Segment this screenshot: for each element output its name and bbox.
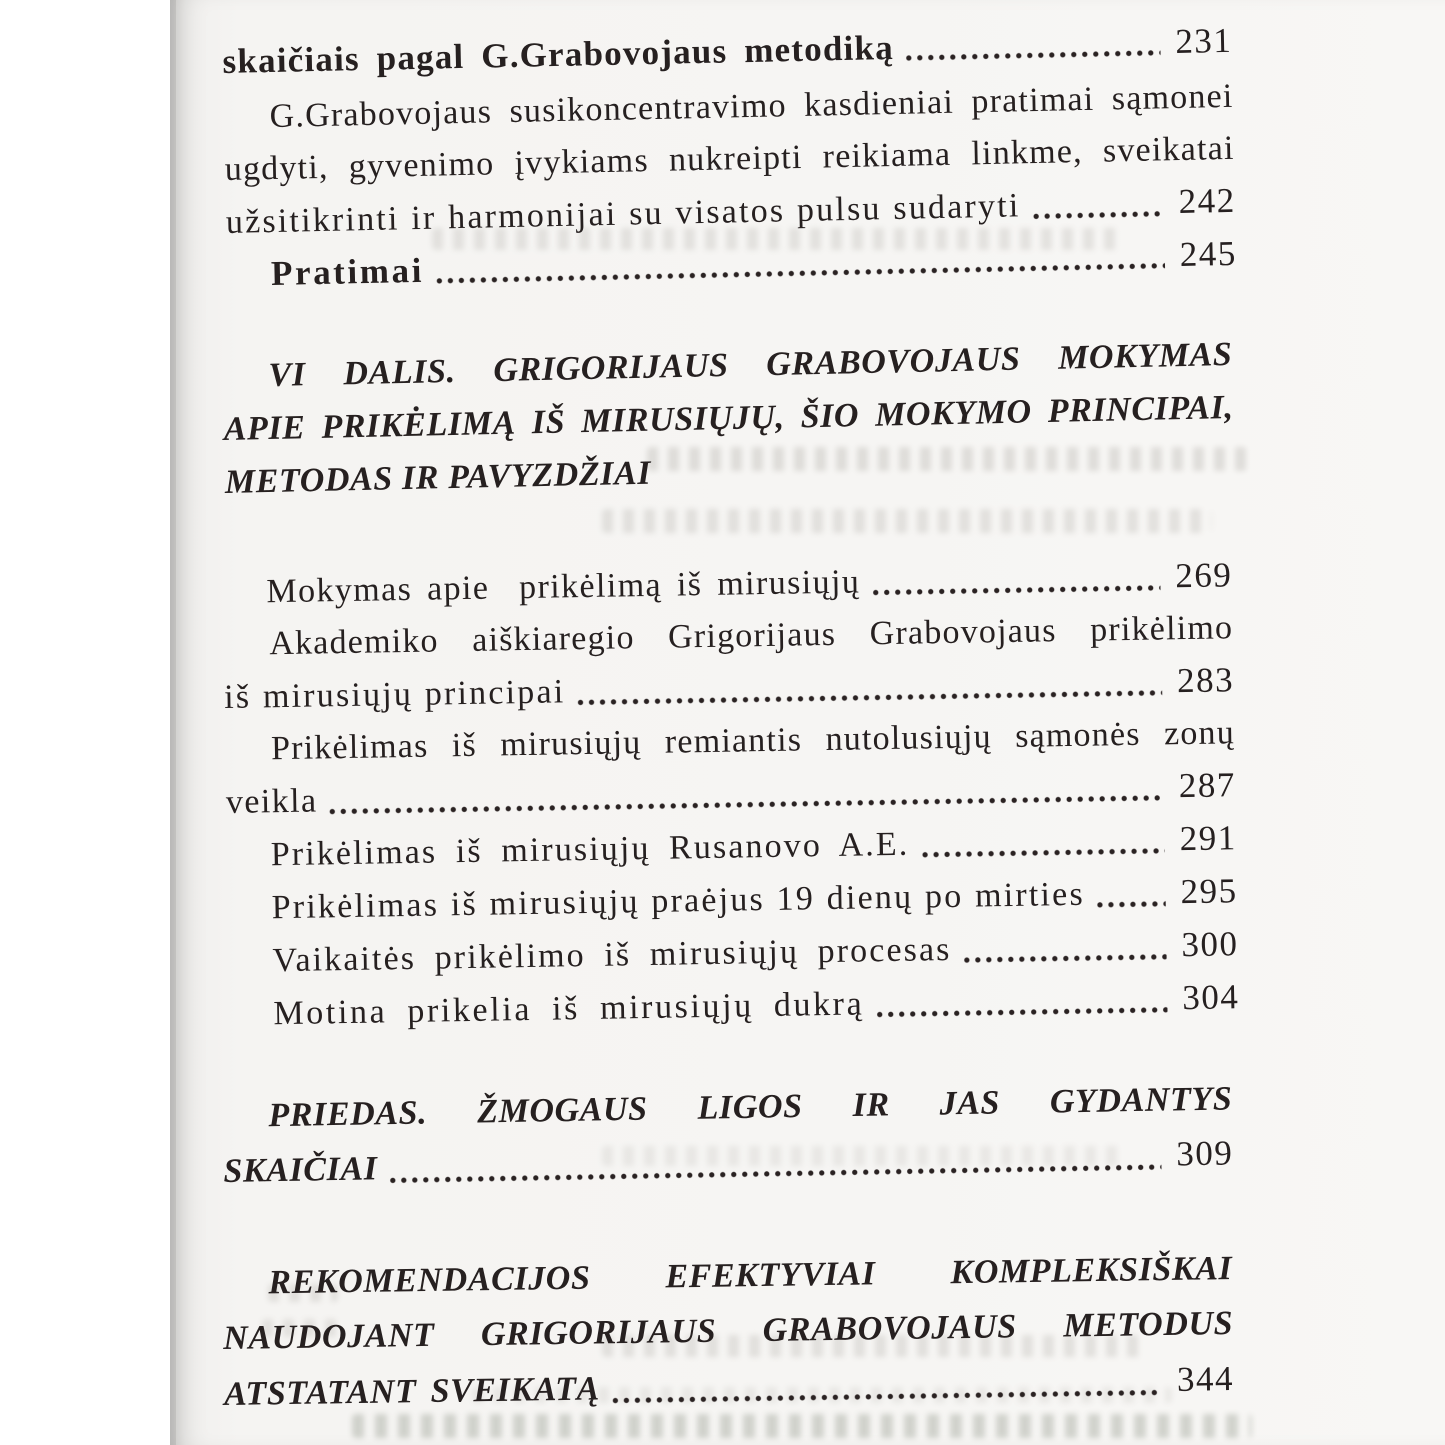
entry-page-number: 304: [1181, 977, 1240, 1018]
entry-page-number: 283: [1176, 660, 1235, 701]
entry-page-number: 231: [1174, 20, 1233, 62]
entry-label: Prikėlimas iš mirusiųjų praėjus 19 dienų po mirties: [271, 875, 1086, 927]
entry-line: Prikėlimas iš mirusiųjų remiantis nutolusiųjų sąmonės zonų: [270, 714, 1236, 768]
dot-leader: [1033, 210, 1164, 220]
entry-label: Prikėlimas iš mirusiųjų Rusanovo A.E.: [270, 825, 910, 874]
dot-leader: [436, 262, 1165, 284]
heading-line: VI DALIS. GRIGORIJAUS GRABOVOJAUS MOKYMAS: [268, 335, 1233, 394]
entry-label: užsitikrinti ir harmonijai su visatos pulsu sudaryti: [225, 187, 1021, 241]
entry-label: iš mirusiųjų principai: [223, 673, 566, 716]
toc-entries-block: [222, 549, 1240, 1041]
toc-top-block: [222, 15, 1237, 301]
entry-page-number: 295: [1180, 871, 1238, 912]
dot-leader: [876, 1006, 1167, 1018]
rekomendacijos-heading: [222, 1241, 1234, 1422]
dot-leader: [964, 953, 1167, 963]
priedas-heading: [222, 1072, 1234, 1199]
dot-leader: [906, 49, 1161, 61]
entry-page-number: 287: [1178, 765, 1237, 806]
entry-line: Akademiko aiškiaregio Grigorijaus Grabovojaus prikėlimo: [268, 609, 1234, 663]
entry-label: Pratimai: [270, 250, 425, 294]
entry-page-number: 245: [1179, 233, 1238, 274]
bleed-through-smudge: [602, 509, 1212, 533]
dot-leader: [612, 1389, 1162, 1404]
entry-label: ATSTATANT SVEIKATĄ: [223, 1370, 601, 1413]
heading-line: APIE PRIKĖLIMĄ IŠ MIRUSIŲJŲ, ŠIO MOKYMO PRINCIPAI,: [223, 388, 1234, 448]
entry-page-number: 242: [1178, 180, 1237, 221]
entry-page-number: 291: [1179, 818, 1237, 859]
entry-page-number: 309: [1175, 1133, 1234, 1174]
entry-label: Mokymas apie prikėlimą iš mirusiųjų: [266, 563, 861, 611]
entry-label: SKAIČIAI: [223, 1150, 378, 1190]
entry-page-number: 344: [1176, 1359, 1235, 1399]
heading-line: PRIEDAS. ŽMOGAUS LIGOS IR JAS GYDANTYS: [268, 1080, 1233, 1135]
entry-label: veikla: [225, 782, 318, 821]
paragraph-line: ugdyti, gyvenimo įvykiams nukreipti reikiama linkme, sveikatai: [224, 129, 1235, 188]
entry-page-number: 269: [1174, 555, 1233, 596]
heading-line: REKOMENDACIJOS EFEKTYVIAI KOMPLEKSIŠKAI: [268, 1250, 1233, 1302]
entry-label: skaičiais pagal G.Grabovojaus metodiką: [222, 27, 895, 81]
entry-label: Motina prikelia iš mirusiųjų dukrą: [273, 985, 865, 1033]
heading-line: NAUDOJANT GRIGORIJAUS GRABOVOJAUS METODUS: [222, 1305, 1234, 1357]
part6-heading: [222, 328, 1235, 509]
paragraph-line: G.Grabovojaus susikoncentravimo kasdieniai pratimai sąmonei: [269, 77, 1234, 136]
dot-leader: [390, 1164, 1162, 1184]
dot-leader: [1097, 900, 1166, 908]
entry-label: Vaikaitės prikėlimo iš mirusiųjų procesas: [272, 930, 952, 980]
book-page: [170, 0, 1445, 1445]
dot-leader: [330, 794, 1165, 815]
dot-leader: [921, 847, 1164, 858]
dot-leader: [578, 689, 1163, 706]
heading-line: METODAS IR PAVYZDŽIAI: [224, 454, 652, 501]
dot-leader: [872, 584, 1160, 596]
page-edge-shadow: [170, 0, 176, 1445]
entry-page-number: 300: [1181, 924, 1239, 965]
